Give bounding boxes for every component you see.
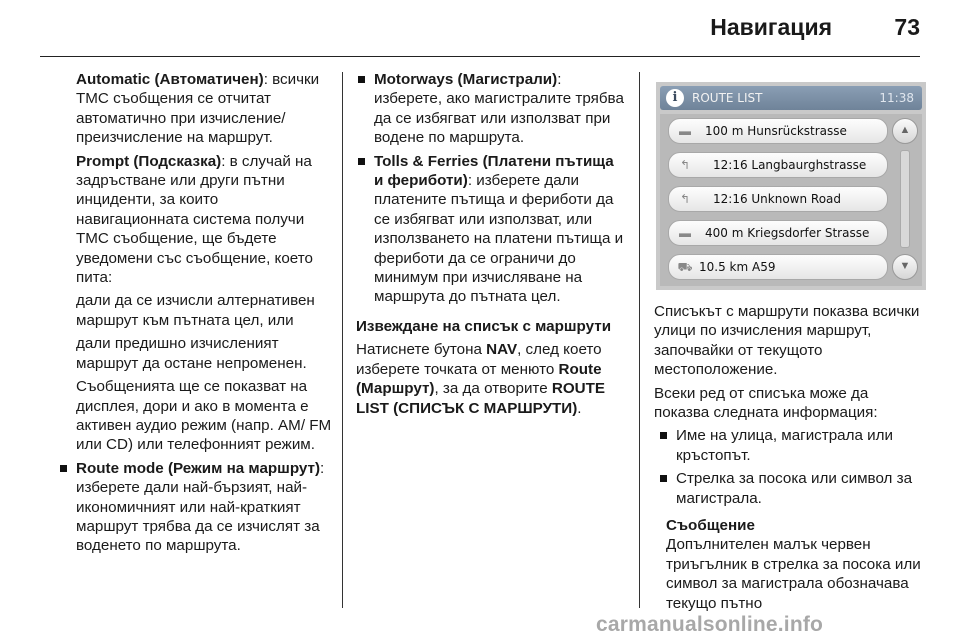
bullet-route-mode: Route mode (Режим на маршрут): изберете дали най-бързият, най-икономичният или най-краткият маршрут трябва да се изчислят за воденето по маршрута. [58,459,334,556]
route-list-item[interactable]: ⛟ 10.5 km A59 [668,254,888,280]
scroll-up-button[interactable]: ▲ [892,118,918,144]
bullet-square-icon [60,465,67,472]
paragraph-automatic: Automatic (Автоматичен): всички ТМС съобщения се отчитат автоматично при изчисление/ преизчисление на маршрут. [76,71,320,147]
turn-arrow-icon: ↰ [679,192,691,206]
bullet-street-name: Име на улица, магистрала или кръстопът. [658,426,924,465]
screen-title: ROUTE LIST [692,91,763,105]
paragraph-unchanged: дали предишно изчисленият маршрут да остане непроменен. [76,335,307,372]
term-automatic: Automatic (Автоматичен) [76,71,264,88]
header-rule [40,56,920,57]
scrollbar-track[interactable] [900,150,910,248]
page-number: 73 [894,14,920,40]
note-text: Допълнителен малък червен триъгълник в стрелка за посока или символ за магистрала обозначава текущо пътно [666,536,921,612]
note-heading: Съобщение [666,517,755,535]
paragraph-prompt: Prompt (Подсказка): в случай на задръстване или други пътни инциденти, за които навигационната система получи ТМС съобщение, ще бъдете уведомени със съобщение, което пита: [76,152,313,287]
bullet-tolls-ferries: Tolls & Ferries (Платени пътища и фериботи): изберете дали платените пътища и фериботи да се избягват или използват, или използването на платени пътища и фериботи да се ограничи до минимум при изчисляване на маршрута до пътната цел. [356,152,626,307]
term-route-mode: Route mode (Режим на маршрут) [76,459,321,477]
scroll-down-button[interactable]: ▼ [892,254,918,280]
screen-clock: 11:38 [879,91,914,105]
text-column-3 [654,302,924,617]
text-column-1 [76,70,334,560]
term-tolls-ferries: Tolls & Ferries (Платени пътища и фериботи) [374,152,614,190]
watermark: carmanualsonline.info [596,613,824,636]
paragraph-row-info: Всеки ред от списъка може да показва следната информация: [654,384,878,422]
info-icon: i [666,89,684,107]
paragraph-route-list-desc: Списъкът с маршрути показва всички улици по изчисления маршрут, започвайки от текущото местоположение. [654,303,920,379]
page-section-title: Навигация [710,14,832,40]
road-icon: ▬ [679,124,691,138]
column-divider-1 [342,72,343,608]
paragraph-open-route-list: Натиснете бутона NAV, след което изберете точката от менюто Route (Маршрут), за да отворите ROUTE LIST (СПИСЪК С МАРШРУТИ). [356,341,606,417]
route-list-item[interactable]: ↰ 12:16 Langbaurghstrasse [668,152,888,178]
note-block [654,516,924,613]
column-divider-2 [639,72,640,608]
paragraph-messages: Съобщенията ще се показват на дисплея, дори и ако в момента е активен аудио режим (напр. AM/ FM или CD) или телефонният режим. [76,378,332,454]
route-list-screenshot [656,82,926,290]
road-icon: ▬ [679,226,691,240]
bullet-square-icon [660,432,667,439]
paragraph-alternative: дали да се изчисли алтернативен маршрут към пътната цел, или [76,292,315,329]
turn-arrow-icon: ↰ [679,158,691,172]
term-prompt: Prompt (Подсказка) [76,152,222,170]
route-list-item[interactable]: ▬ 400 m Kriegsdorfer Strasse [668,220,888,246]
bullet-square-icon [358,76,365,83]
route-list-item[interactable]: ↰ 12:16 Unknown Road [668,186,888,212]
screen-title-bar [660,86,922,110]
bullet-square-icon [660,475,667,482]
bullet-direction-arrow: Стрелка за посока или символ за магистрала. [658,469,924,508]
bullet-motorways: Motorways (Магистрали): изберете, ако магистралите трябва да се избягват или използват при водене по маршрута. [356,70,626,148]
route-list-item[interactable]: ▬ 100 m Hunsrückstrasse [668,118,888,144]
text-column-2 [356,70,626,422]
bullet-square-icon [358,158,365,165]
route-list [660,114,922,286]
term-motorways: Motorways (Магистрали) [374,71,558,88]
section-heading-route-list: Извеждане на списък с маршрути [356,317,612,335]
motorway-icon: ⛟ [677,260,693,274]
